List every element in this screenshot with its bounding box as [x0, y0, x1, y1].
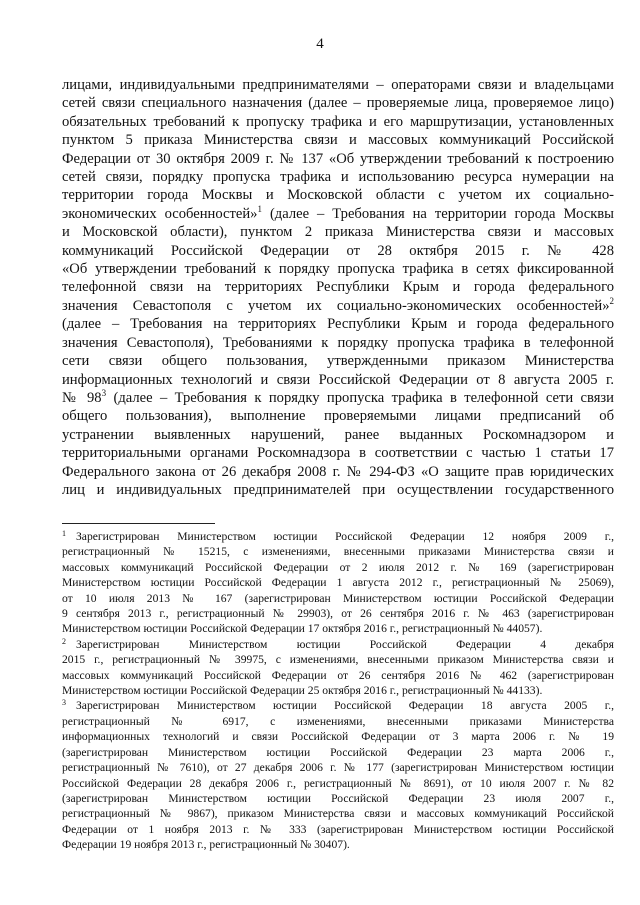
body-line: общего пользования), выполнение проверяемыми лицами предписаний об	[62, 408, 614, 425]
body-line: пунктом 5 приказа Министерства связи и массовых коммуникаций Российской	[62, 132, 614, 149]
body-line: (далее – Требования на территориях Республики Крым и города федерального	[62, 316, 614, 333]
footnote-2	[62, 637, 614, 699]
body-line: Федерального закона от 26 декабря 2008 г. № 294-ФЗ «О защите прав юридических	[62, 463, 614, 480]
footnote-line: (зарегистрирован Министерством юстиции Российской Федерации 23 июля 2007 г.,	[62, 791, 614, 805]
body-line: лиц и индивидуальных предпринимателей при осуществлении государственного	[62, 481, 614, 498]
footnote-line: Федерации 19 ноября 2013 г., регистрационный № 30407).	[62, 838, 350, 852]
footnote-number: 2	[62, 636, 66, 646]
body-line: обязательных требований к пропуску трафика и его маршрутизации, установленных	[62, 113, 614, 130]
footnote-line: от 10 июля 2013 № 167 (зарегистрирован Министерством юстиции Российской Федерации	[62, 591, 614, 605]
footnote-ref-3: 3	[101, 387, 107, 398]
footnote-line: Министерством юстиции Российской Федерации 17 октября 2016 г., регистрационный № 44057).	[62, 622, 543, 636]
footnote-3	[62, 698, 614, 852]
body-line: сети связи общего пользования, утвержденными приказом Министерства	[62, 353, 614, 370]
footnote-separator	[62, 523, 215, 524]
footnote-line	[62, 637, 614, 652]
body-fragment: значения Севастополя с учетом их социально-экономических особенностей»	[62, 297, 610, 314]
footnotes	[62, 529, 614, 853]
footnote-line: информационных технологий и связи Российской Федерации от 3 марта 2006 г. № 19	[62, 730, 614, 744]
body-line: сетей связи, порядку пропуска трафика и использованию ресурса нумерации на	[62, 169, 614, 186]
footnote-line: 2015 г., регистрационный № 39975, с изменениями, внесенными приказом Министерства связи и	[62, 653, 614, 667]
footnote-text: Зарегистрирован Министерством юстиции Российской Федерации 4 декабря	[76, 637, 614, 651]
footnote-ref-2: 2	[609, 295, 614, 306]
footnote-line: регистрационный № 9867), приказом Министерства связи и массовых коммуникаций Российской	[62, 807, 614, 821]
body-fragment: (далее – Требования на территории города Москвы	[269, 205, 614, 222]
footnote-line: Министерством юстиции Российской Федерации 1 августа 2012 г., регистрационный № 25069),	[62, 576, 614, 590]
footnote-line: 9 сентября 2013 г., регистрационный № 29903), от 26 сентября 2016 г. № 463 (зарегистрирован	[62, 607, 614, 621]
body-line: Федерации от 30 октября 2009 г. № 137 «Об утверждении требований к построению	[62, 150, 614, 167]
body-line: и Московской области), пунктом 2 приказа Министерства связи и массовых	[62, 224, 614, 241]
footnote-line: (зарегистрирован Министерством юстиции Российской Федерации 23 марта 2006 г.,	[62, 745, 614, 759]
footnote-1	[62, 529, 614, 637]
footnote-line: регистрационный № 7610), от 27 декабря 2006 г. № 177 (зарегистрирован Министерством юстиции	[62, 761, 614, 775]
body-line: информационных технологий и связи Российской Федерации от 8 августа 2005 г.	[62, 371, 614, 388]
page-number: 4	[316, 36, 324, 52]
body-line: коммуникаций Российской Федерации от 28 октября 2015 г. № 428	[62, 242, 614, 259]
body-line: территории города Москвы и Московской области с учетом их социально-	[62, 187, 614, 204]
footnote-number: 3	[62, 698, 66, 708]
footnote-line: регистрационный № 15215, с изменениями, внесенными приказами Министерства связи и	[62, 545, 614, 559]
footnote-line: регистрационный № 6917, с изменениями, внесенными приказами Министерства	[62, 714, 614, 728]
footnote-line: массовых коммуникаций Российской Федерации от 26 сентября 2016 № 462 (зарегистрирован	[62, 668, 614, 682]
footnote-text: Зарегистрирован Министерством юстиции Российской Федерации 18 августа 2005 г.,	[76, 699, 614, 713]
main-body-text	[62, 76, 614, 499]
body-line: лицами, индивидуальными предпринимателями – операторами связи и владельцами	[62, 77, 614, 93]
footnote-line: массовых коммуникаций Российской Федерации от 2 июля 2012 г. № 169 (зарегистрирован	[62, 560, 614, 574]
footnote-ref-1: 1	[257, 203, 262, 214]
footnote-text: Зарегистрирован Министерством юстиции Российской Федерации 12 ноября 2009 г.,	[76, 530, 614, 543]
footnote-line: Министерством юстиции Российской Федерации 25 октября 2016 г., регистрационный № 44133).	[62, 684, 543, 698]
body-line	[62, 205, 614, 223]
body-line: значения Севастополя), Требованиями к порядку пропуска трафика в телефонной	[62, 334, 614, 351]
body-fragment: № 98	[62, 389, 102, 406]
footnote-line	[62, 529, 614, 544]
body-fragment: экономических особенностей»	[62, 205, 258, 222]
body-fragment: (далее – Требования к порядку пропуска трафика в телефонной сети связи	[113, 389, 614, 406]
body-line: сетей связи специального назначения (далее – проверяемые лица, проверяемое лицо)	[62, 95, 614, 112]
body-line: «Об утверждении требований к порядку пропуска трафика в сетях фиксированной	[62, 261, 614, 278]
footnote-line	[62, 698, 614, 713]
footnote-number: 1	[62, 529, 66, 538]
body-line: телефонной связи на территориях Республики Крым и города федерального	[62, 279, 614, 296]
body-line	[62, 389, 614, 407]
footnote-line: Федерации от 1 ноября 2013 г. № 333 (зарегистрирован Министерством юстиции Российской	[62, 822, 614, 836]
body-line: территориальными органами Роскомнадзора в соответствии с частью 1 статьи 17	[62, 445, 614, 462]
footnote-line: Российской Федерации 28 декабря 2006 г., регистрационный № 8691), от 10 июля 2007 г. № 82	[62, 776, 614, 790]
body-line	[62, 297, 614, 315]
body-line: устранении выявленных нарушений, ранее выданных Роскомнадзором и	[62, 426, 614, 443]
